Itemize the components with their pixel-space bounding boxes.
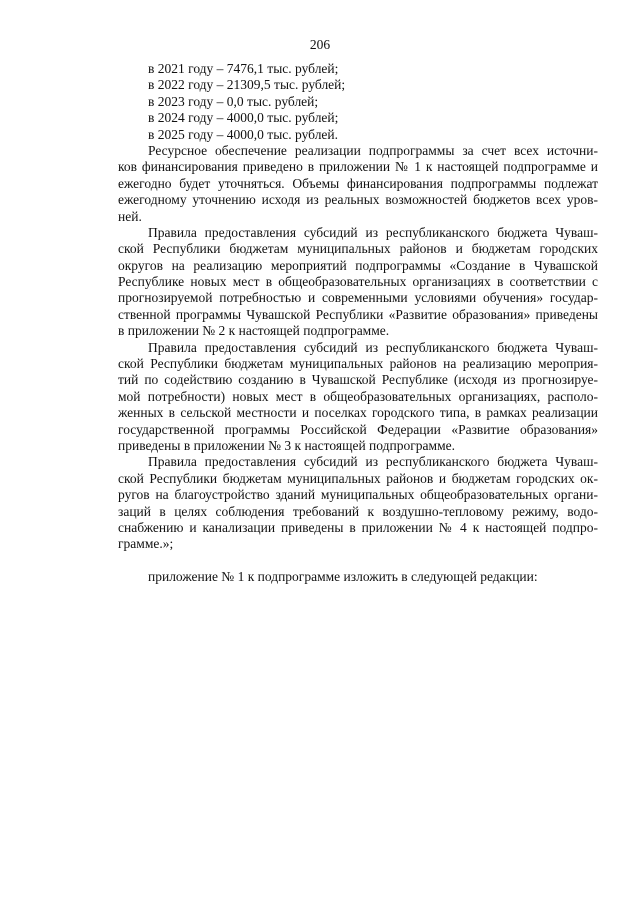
paragraph-line: грамме.»;	[118, 536, 174, 552]
paragraph-line: Правила предоставления субсидий из республиканского бюджета Чуваш-	[148, 224, 598, 240]
paragraph-rules-appendix-3	[118, 340, 598, 455]
paragraph-line: Республике новых мест в общеобразовательных организациях в соответствии с	[118, 274, 598, 290]
closing-line: приложение № 1 к подпрограмме изложить в следующей редакции:	[148, 569, 538, 585]
paragraph-line: ежегодно будет уточняться. Объемы финансирования подпрограммы подлежат	[118, 175, 598, 191]
funding-line-2024: в 2024 году – 4000,0 тыс. рублей;	[148, 110, 339, 126]
paragraph-line: Ресурсное обеспечение реализации подпрограммы за счет всех источни-	[148, 142, 598, 158]
funding-line-2025: в 2025 году – 4000,0 тыс. рублей.	[148, 126, 339, 142]
paragraph-line: округов на реализацию мероприятий подпрограммы «Создание в Чувашской	[118, 257, 598, 273]
paragraph-line: Правила предоставления субсидий из республиканского бюджета Чуваш-	[148, 454, 598, 470]
funding-line-2023: в 2023 году – 0,0 тыс. рублей;	[148, 93, 319, 109]
paragraph-line: прогнозируемой потребностью и современными условиями обучения» государ-	[118, 290, 598, 306]
paragraph-line: ской Республики бюджетам муниципальных районов и бюджетам городских	[118, 241, 598, 257]
paragraph-line: приведены в приложении № 3 к настоящей подпрограмме.	[118, 437, 455, 453]
paragraph-line: ственной программы Чувашской Республики «Развитие образования» приведены	[118, 306, 598, 322]
page-number: 206	[309, 37, 331, 52]
paragraph-line: ков финансирования приведено в приложении № 1 к настоящей подпрограмме и	[118, 159, 598, 175]
paragraph-resource-provision	[118, 143, 598, 225]
funding-list	[118, 61, 598, 143]
funding-line-2022: в 2022 году – 21309,5 тыс. рублей;	[148, 77, 346, 93]
paragraph-line: мой потребности) новых мест в общеобразовательных организациях, располо-	[118, 388, 598, 404]
paragraph-rules-appendix-4	[118, 454, 598, 552]
paragraph-line: ежегодному уточнению исходя из реальных возможностей бюджетов всех уров-	[118, 192, 598, 208]
paragraph-line: женных в сельской местности и поселках городского типа, в рамках реализации	[118, 405, 598, 421]
paragraph-line: тий по содействию созданию в Чувашской Республике (исходя из прогнозируе-	[118, 372, 598, 388]
funding-line-2021: в 2021 году – 7476,1 тыс. рублей;	[148, 61, 339, 76]
paragraph-line: в приложении № 2 к настоящей подпрограмме.	[118, 323, 390, 339]
paragraph-line: ской Республики бюджетам муниципальных районов на реализацию мероприя-	[118, 356, 598, 372]
paragraph-line: ругов на благоустройство зданий муниципальных общеобразовательных органи-	[118, 487, 598, 503]
paragraph-line: ской Республики бюджетам муниципальных районов и бюджетам городских ок-	[118, 470, 598, 486]
paragraph-line: ней.	[118, 208, 142, 224]
document-body	[118, 61, 598, 586]
paragraph-line: Правила предоставления субсидий из республиканского бюджета Чуваш-	[148, 339, 598, 355]
blank-line	[118, 553, 598, 569]
paragraph-line: снабжению и канализации приведены в приложении № 4 к настоящей подпро-	[118, 519, 598, 535]
paragraph-line: заций в целях соблюдения требований к воздушно-тепловому режиму, водо-	[118, 503, 598, 519]
paragraph-line: государственной программы Российской Федерации «Развитие образования»	[118, 421, 598, 437]
paragraph-rules-appendix-2	[118, 225, 598, 340]
